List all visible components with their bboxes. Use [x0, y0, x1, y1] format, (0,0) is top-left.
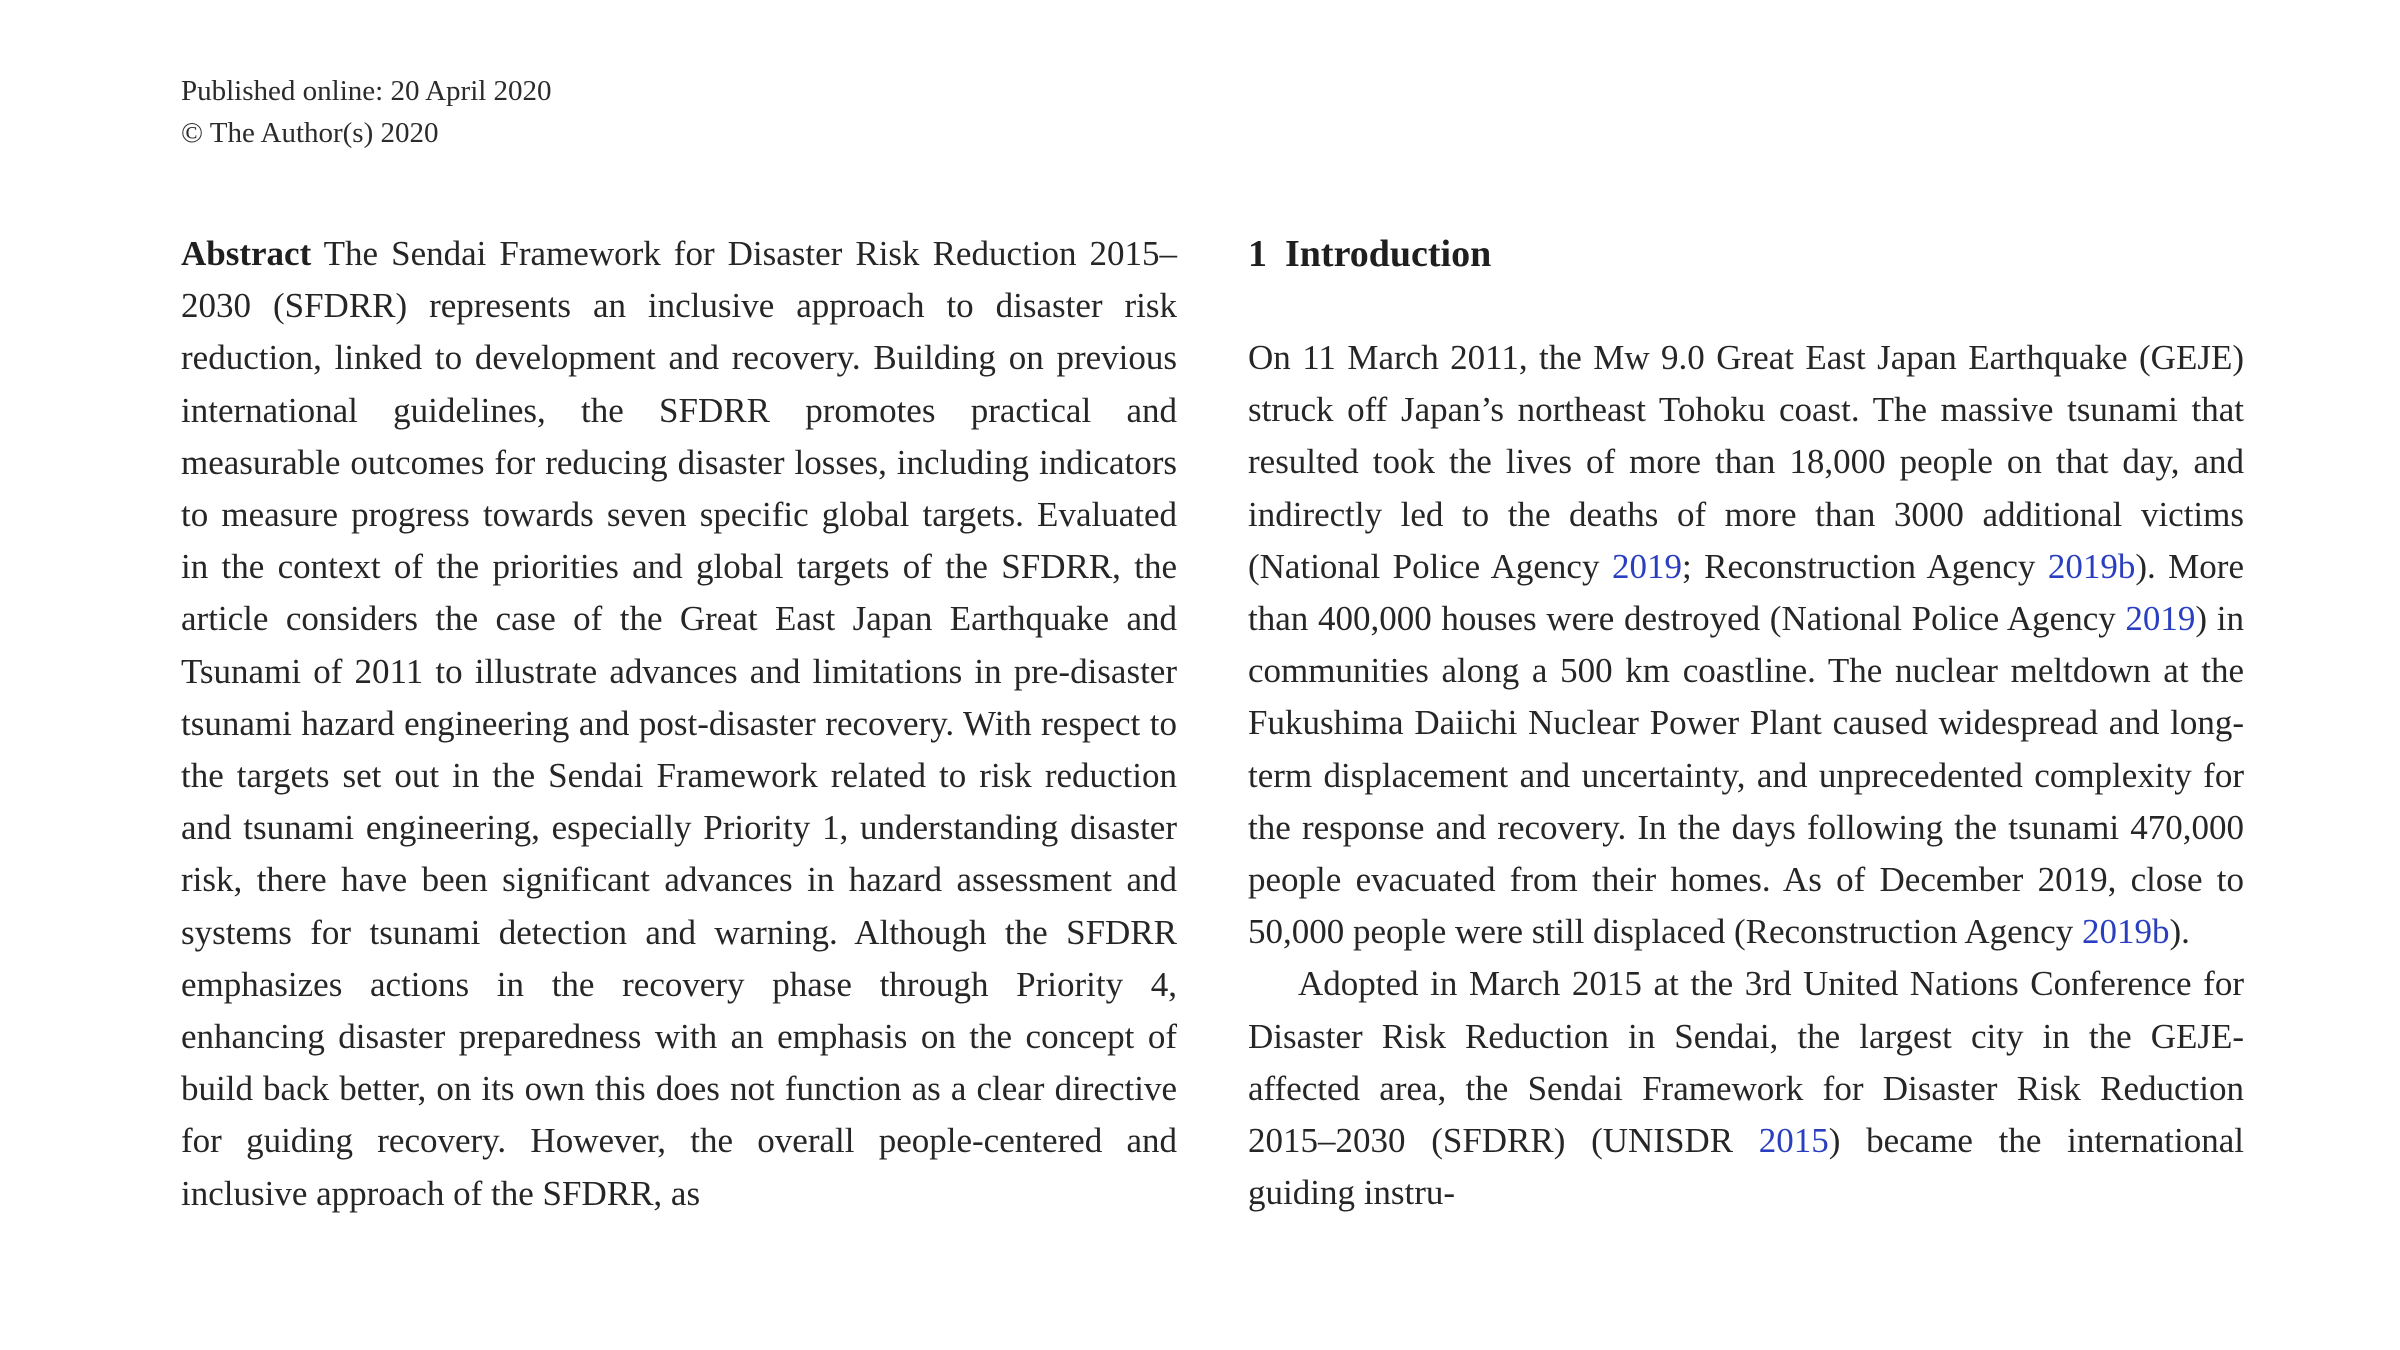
abstract-text: The Sendai Framework for Disaster Risk Reduction 2015–2030 (SFDRR) represents an inclusive approach to disaster risk reduction, linked to development and recovery. Building on previous international guidelines, the SFDRR promotes practical and measurable outcomes for reducing disaster losses, including indicators to measure progress towards seven specific global targets. Evaluated in the context of the priorities and global targets of the SFDRR, the article considers the case of the Great East Japan Earthquake and Tsunami of 2011 to illustrate advances and limitations in pre-disaster tsunami hazard engineering and post-disaster recovery. With respect to the targets set out in the Sendai Framework related to risk reduction and tsunami engineering, especially Priority 1, understanding disaster risk, there have been significant advances in hazard assessment and systems for tsunami detection and warning. Although the SFDRR emphasizes actions in the recovery phase through Priority 4, enhancing disaster preparedness with an emphasis on the concept of build back better, on its own this does not function as a clear directive for guiding recovery. However, the overall people-centered and inclusive approach of the SFDRR, as: [181, 234, 1177, 1213]
section-heading: [1248, 228, 2244, 280]
section-number: 1: [1248, 233, 1267, 275]
abstract-label: Abstract: [181, 234, 312, 273]
citation-link[interactable]: 2019: [1611, 546, 1682, 586]
copyright-notice: © The Author(s) 2020: [181, 117, 439, 149]
text-segment: ) in communities along a 500 km coastline. The nuclear meltdown at the Fukushima Daiichi Nuclear Power Plant caused widespread and long-term displacement and uncertainty, and unprecedented complexity for the response and recovery. In the days following the tsunami 470,000 people evacuated from their homes. As of December 2019, close to 50,000 people were still displaced (Reconstruction Agency: [1248, 599, 2244, 952]
abstract-column: [181, 228, 1177, 1220]
text-segment: On 11 March 2011, the Mw 9.0 Great East Japan Earthquake (GEJE) struck off Japan’s northeast Tohoku coast. The massive tsunami that resulted took the lives of more than 18,000 people on that day, and indirectly led to the deaths of more than 3000 additional victims (National Police Agency: [1248, 338, 2244, 586]
citation-link[interactable]: 2015: [1758, 1121, 1829, 1161]
text-segment: ). More than 400,000 houses were destroyed (National Police Agency: [1248, 546, 2244, 639]
intro-paragraph-2: [1248, 958, 2244, 1219]
text-segment: ).: [2169, 912, 2190, 952]
abstract-paragraph: [181, 228, 1177, 1220]
published-date: Published online: 20 April 2020: [181, 75, 552, 107]
citation-link[interactable]: 2019b: [2081, 912, 2170, 952]
text-segment: ) became the international guiding instru-: [1248, 1121, 2244, 1213]
text-segment: ; Reconstruction Agency: [1681, 546, 2048, 586]
citation-link[interactable]: 2019: [2125, 599, 2196, 639]
text-segment: Adopted in March 2015 at the 3rd United Nations Conference for Disaster Risk Reduction in Sendai, the largest city in the GEJE-affected area, the Sendai Framework for Disaster Risk Reduction 2015–2030 (SFDRR) (UNISDR: [1248, 964, 2244, 1161]
introduction-column: [1248, 228, 2244, 1219]
publication-meta: [181, 70, 552, 154]
intro-paragraph-1: [1248, 332, 2244, 958]
section-title: Introduction: [1285, 233, 1492, 275]
citation-link[interactable]: 2019b: [2047, 546, 2136, 586]
